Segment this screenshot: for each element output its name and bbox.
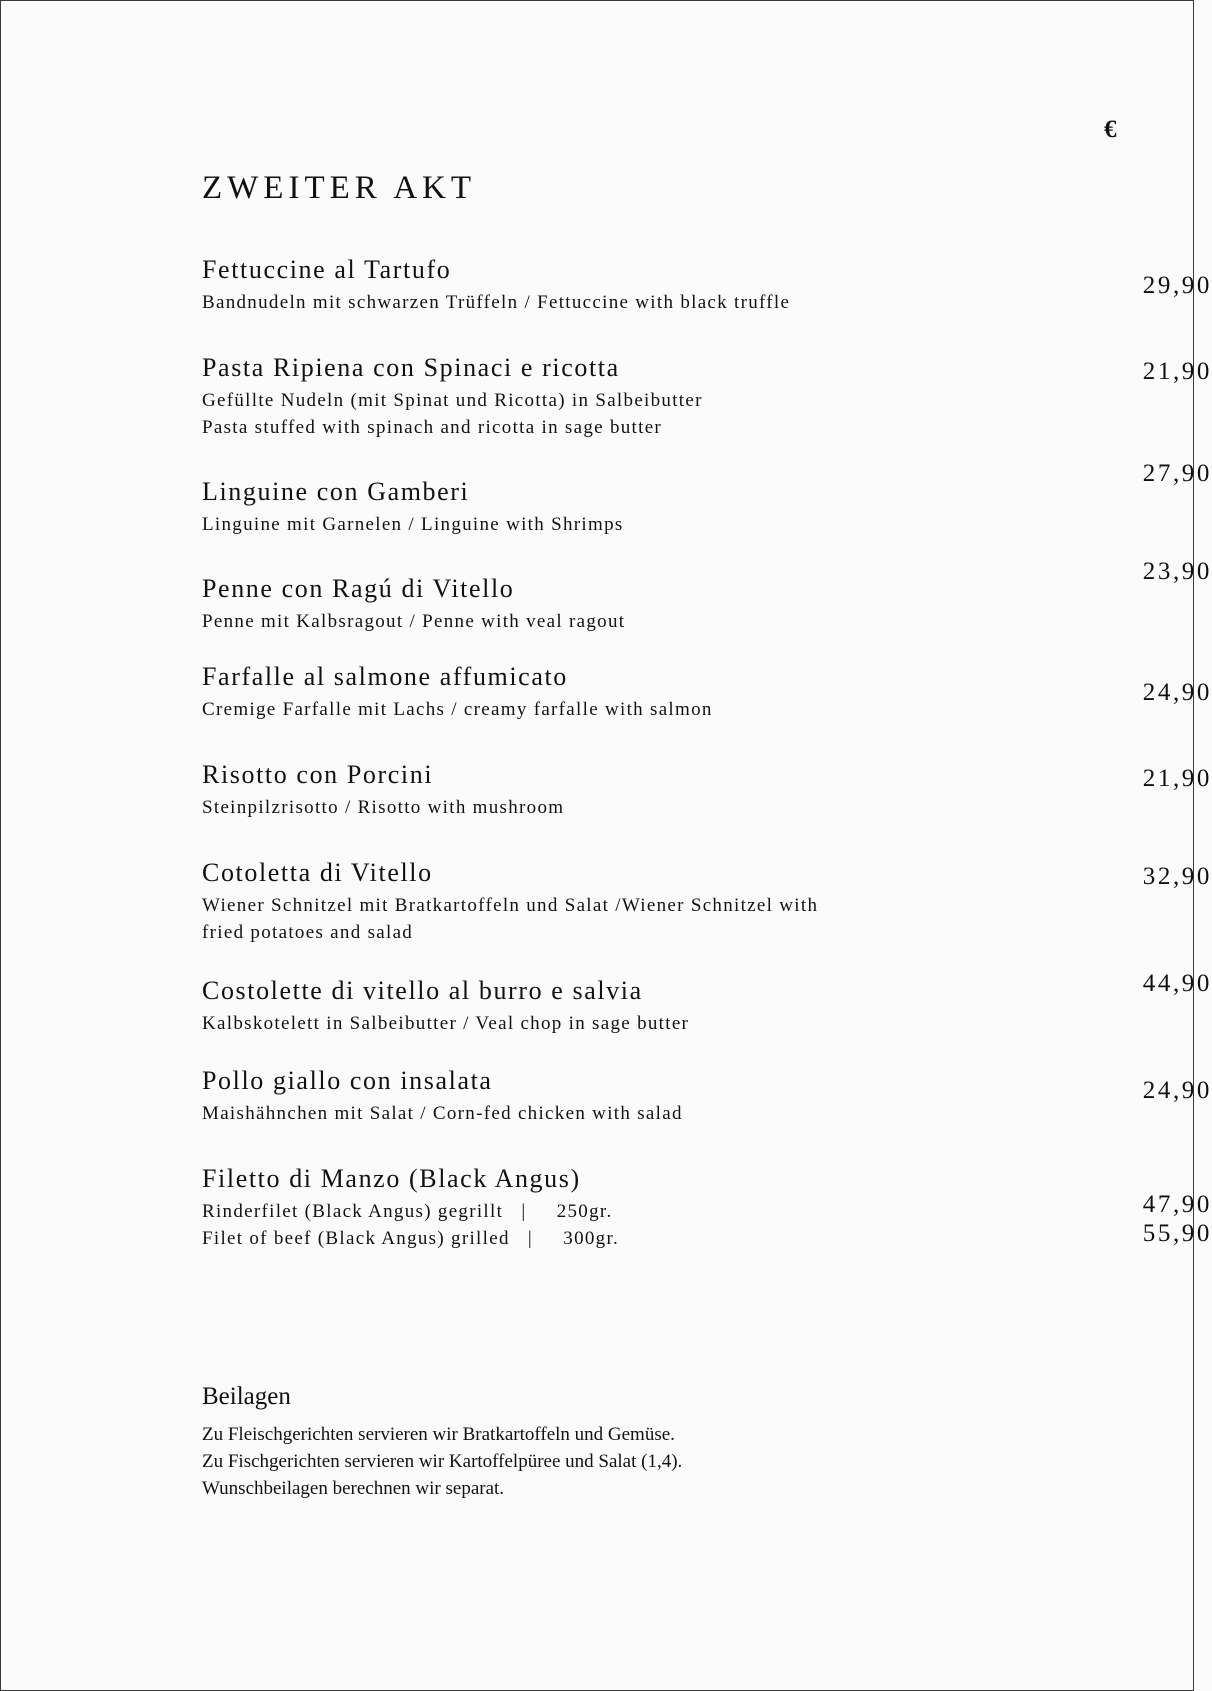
description-line: Cremige Farfalle mit Lachs / creamy farfalle with salmon <box>202 699 713 720</box>
item-description <box>202 1198 1142 1252</box>
item-price: 21,90 <box>1142 358 1212 385</box>
item-name: Risotto con Porcini <box>202 760 434 789</box>
item-price: 27,90 <box>1142 460 1212 487</box>
variant-weight: 300gr. <box>563 1228 620 1249</box>
menu-item <box>202 254 1212 316</box>
variant-weight: 250gr. <box>556 1201 613 1222</box>
description-line: Bandnudeln mit schwarzen Trüffeln / Fettuccine with black truffle <box>202 292 791 313</box>
item-description <box>202 696 1142 723</box>
item-description <box>202 608 1142 635</box>
item-description <box>202 511 1142 538</box>
variant-row <box>202 1198 1142 1225</box>
description-line: Pasta stuffed with spinach and ricotta in sage butter <box>202 417 663 438</box>
variant-description: Filet of beef (Black Angus) grilled <box>202 1228 510 1249</box>
item-description <box>202 289 1142 316</box>
variant-description: Rinderfilet (Black Angus) gegrillt <box>202 1201 504 1222</box>
menu-item <box>202 857 1212 946</box>
item-name: Pasta Ripiena con Spinaci e ricotta <box>202 353 620 382</box>
item-name: Cotoletta di Vitello <box>202 858 433 887</box>
sides-line: Wunschbeilagen berechnen wir separat. <box>202 1478 505 1499</box>
currency-symbol: € <box>1104 116 1117 143</box>
item-price: 23,90 <box>1142 558 1212 585</box>
separator: | <box>521 1201 527 1222</box>
description-line: Linguine mit Garnelen / Linguine with Shrimps <box>202 514 624 535</box>
item-price: 47,90 <box>1142 1191 1212 1218</box>
menu-item <box>202 661 1212 723</box>
sides-line: Zu Fischgerichten servieren wir Kartoffelpüree und Salat (1,4). <box>202 1451 683 1472</box>
menu-item <box>202 558 1212 635</box>
item-description <box>202 387 1142 441</box>
item-name: Fettuccine al Tartufo <box>202 255 452 284</box>
item-price: 44,90 <box>1142 970 1212 997</box>
item-name: Costolette di vitello al burro e salvia <box>202 976 643 1005</box>
item-price: 55,90 <box>1142 1220 1212 1247</box>
item-description <box>202 1100 1142 1127</box>
item-price: 21,90 <box>1142 765 1212 792</box>
separator: | <box>527 1228 534 1249</box>
sides-section <box>202 1383 682 1502</box>
item-description <box>202 794 1142 821</box>
item-description <box>202 892 1142 946</box>
item-name: Farfalle al salmone affumicato <box>202 662 568 691</box>
item-name: Linguine con Gamberi <box>202 477 470 506</box>
section-title: ZWEITER AKT <box>202 170 477 206</box>
description-line: Steinpilzrisotto / Risotto with mushroom <box>202 797 565 818</box>
description-line: Maishähnchen mit Salat / Corn-fed chicken with salad <box>202 1103 683 1124</box>
item-name: Penne con Ragú di Vitello <box>202 574 515 603</box>
menu-item <box>202 460 1212 538</box>
menu-item <box>202 970 1212 1037</box>
item-price: 24,90 <box>1142 679 1212 706</box>
menu-item <box>202 759 1212 821</box>
item-price: 24,90 <box>1142 1077 1212 1104</box>
description-line: Wiener Schnitzel mit Bratkartoffeln und Salat /Wiener Schnitzel with <box>202 895 819 916</box>
item-price: 29,90 <box>1142 272 1212 299</box>
menu-item <box>202 1065 1212 1127</box>
description-line: Penne mit Kalbsragout / Penne with veal ragout <box>202 611 626 632</box>
description-line: Gefüllte Nudeln (mit Spinat und Ricotta) in Salbeibutter <box>202 390 703 411</box>
item-price: 32,90 <box>1142 863 1212 890</box>
variant-row <box>202 1225 1142 1252</box>
menu-item <box>202 352 1212 441</box>
item-name: Filetto di Manzo (Black Angus) <box>202 1164 581 1193</box>
item-name: Pollo giallo con insalata <box>202 1066 493 1095</box>
sides-title: Beilagen <box>202 1383 291 1410</box>
sides-line: Zu Fleischgerichten servieren wir Bratkartoffeln und Gemüse. <box>202 1424 675 1445</box>
item-description <box>202 1010 1142 1037</box>
menu-item <box>202 1163 1212 1252</box>
description-line: Kalbskotelett in Salbeibutter / Veal chop in sage butter <box>202 1013 690 1034</box>
description-line: fried potatoes and salad <box>202 922 414 943</box>
